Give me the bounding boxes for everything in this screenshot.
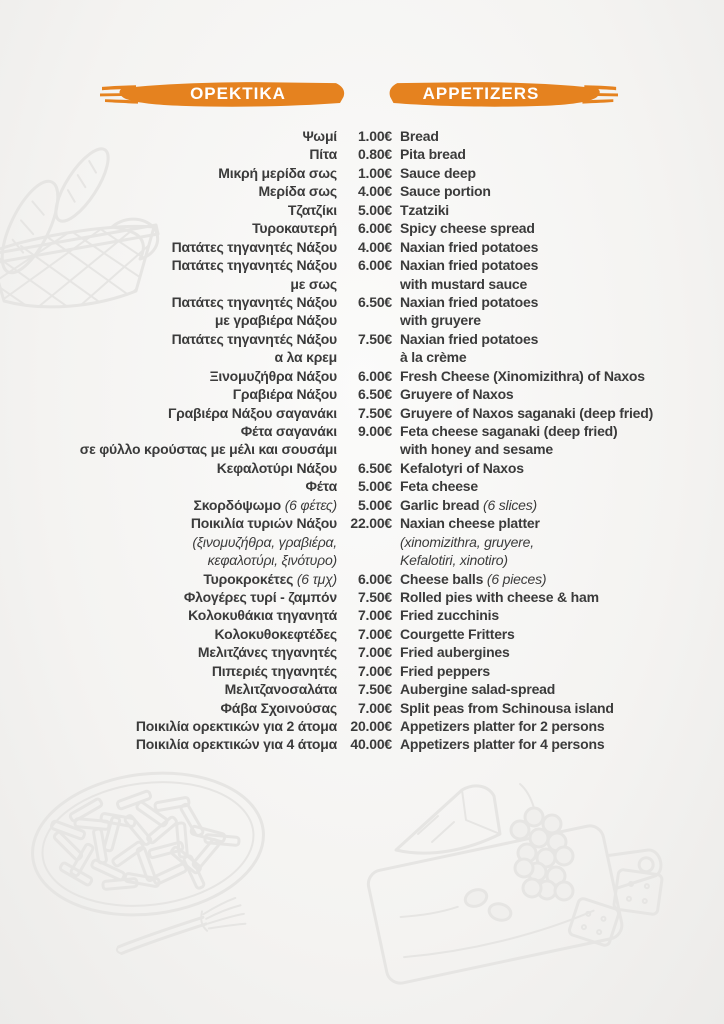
item-name-english: with mustard sauce bbox=[400, 275, 528, 292]
item-price: 6.00€ bbox=[357, 220, 392, 237]
menu-row bbox=[0, 385, 724, 403]
item-name-english: Naxian fried potatoes bbox=[400, 293, 539, 310]
item-price: 1.00€ bbox=[357, 128, 392, 144]
menu-row bbox=[0, 662, 724, 680]
item-name-english: with honey and sesame bbox=[400, 441, 553, 458]
item-price: 6.00€ bbox=[357, 570, 392, 587]
item-name-english: Spicy cheese spread bbox=[400, 220, 535, 237]
item-name-greek: Πατάτες τηγανητές Νάξου bbox=[171, 330, 337, 347]
item-name-greek: Πιπεριές τηγανητές bbox=[211, 662, 337, 679]
item-name-english: Fried peppers bbox=[400, 662, 490, 679]
menu-row bbox=[0, 477, 724, 495]
item-price: 7.50€ bbox=[357, 330, 392, 347]
menu-row bbox=[0, 422, 724, 440]
menu-row bbox=[0, 496, 724, 514]
item-name-english: Aubergine salad-spread bbox=[400, 681, 556, 698]
cheese-wedge bbox=[396, 786, 500, 853]
item-name-greek: Τζατζίκι bbox=[287, 201, 337, 218]
item-name-greek: Τυροκροκέτες (6 τμχ) bbox=[203, 570, 337, 587]
item-name-greek: Φέτα bbox=[305, 478, 337, 495]
menu-row bbox=[0, 256, 724, 274]
item-name-greek: Φάβα Σχοινούσας bbox=[220, 699, 337, 716]
item-name-greek: Μερίδα σως bbox=[258, 183, 337, 200]
item-name-greek: Ποικιλία τυριών Νάξου bbox=[190, 515, 337, 532]
item-name-english: Appetizers platter for 4 persons bbox=[400, 736, 605, 753]
item-name-greek: (ξινομυζήθρα, γραβιέρα, bbox=[192, 533, 337, 550]
item-name-english: Fried aubergines bbox=[400, 644, 510, 661]
item-price bbox=[337, 533, 392, 551]
item-price: 5.00€ bbox=[357, 478, 392, 495]
item-name-english: Bread bbox=[400, 128, 439, 144]
item-price: 9.00€ bbox=[357, 423, 392, 439]
item-name-greek: Ξινομυζήθρα Νάξου bbox=[209, 367, 337, 384]
item-name-english: Pita bread bbox=[400, 146, 466, 163]
item-price: 7.50€ bbox=[357, 404, 392, 421]
menu-row bbox=[0, 459, 724, 477]
item-price: 6.00€ bbox=[357, 367, 392, 384]
item-name-english: Rolled pies with cheese & ham bbox=[400, 588, 599, 605]
item-price: 40.00€ bbox=[350, 736, 392, 753]
menu-row bbox=[0, 680, 724, 698]
item-price bbox=[337, 440, 392, 458]
item-name-greek: με σως bbox=[290, 275, 337, 292]
item-price: 5.00€ bbox=[357, 496, 392, 513]
item-price: 1.00€ bbox=[357, 164, 392, 181]
item-name-greek: Πατάτες τηγανητές Νάξου bbox=[171, 293, 337, 310]
menu-row bbox=[0, 367, 724, 385]
item-price: 6.50€ bbox=[357, 293, 392, 310]
item-price: 5.00€ bbox=[357, 201, 392, 218]
olives bbox=[463, 887, 513, 923]
greek-section-title: ΟΡΕΚΤΙΚΑ bbox=[190, 84, 286, 103]
menu-row bbox=[0, 164, 724, 182]
item-name-greek: Ποικιλία ορεκτικών για 4 άτομα bbox=[135, 736, 337, 753]
grapes bbox=[511, 784, 573, 900]
menu-row bbox=[0, 514, 724, 532]
menu-row bbox=[0, 127, 724, 145]
item-price: 7.00€ bbox=[357, 662, 392, 679]
menu-row bbox=[0, 275, 724, 293]
item-price: 7.00€ bbox=[357, 625, 392, 642]
item-price: 7.00€ bbox=[357, 607, 392, 624]
menu-row bbox=[0, 348, 724, 366]
item-name-greek: Σκορδόψωμο (6 φέτες) bbox=[193, 496, 337, 513]
item-name-english: Garlic bread (6 slices) bbox=[400, 496, 538, 513]
item-name-english: Appetizers platter for 2 persons bbox=[400, 718, 605, 734]
item-price: 4.00€ bbox=[357, 183, 392, 200]
menu-row bbox=[0, 643, 724, 661]
item-price: 7.50€ bbox=[357, 588, 392, 605]
item-name-english: à la crème bbox=[400, 349, 467, 366]
item-name-english: Sauce deep bbox=[400, 164, 476, 181]
item-name-english: Sauce portion bbox=[400, 183, 491, 200]
item-price: 7.00€ bbox=[357, 644, 392, 661]
menu-row bbox=[0, 717, 724, 735]
menu-row bbox=[0, 699, 724, 717]
item-name-greek: Πίτα bbox=[309, 146, 337, 163]
item-name-english: Feta cheese saganaki (deep fried) bbox=[400, 423, 618, 439]
crackers bbox=[568, 869, 662, 946]
menu-row bbox=[0, 201, 724, 219]
menu-row bbox=[0, 551, 724, 569]
item-name-greek: Μικρή μερίδα σως bbox=[218, 164, 337, 181]
item-name-english: Tzatziki bbox=[400, 201, 449, 218]
item-price: 6.00€ bbox=[357, 257, 392, 274]
item-name-greek: Κεφαλοτύρι Νάξου bbox=[216, 459, 337, 476]
menu-row bbox=[0, 404, 724, 422]
menu-row bbox=[0, 606, 724, 624]
cheese-board-sketch bbox=[348, 772, 690, 994]
item-name-greek: Κολοκυθάκια τηγανητά bbox=[188, 607, 337, 624]
item-name-greek: Ποικιλία ορεκτικών για 2 άτομα bbox=[135, 718, 337, 734]
greek-section-brush bbox=[100, 76, 348, 112]
item-price bbox=[337, 348, 392, 366]
item-name-english: Naxian fried potatoes bbox=[400, 257, 539, 274]
menu-row bbox=[0, 145, 724, 163]
menu-row bbox=[0, 440, 724, 458]
item-name-english: Split peas from Schinousa island bbox=[400, 699, 614, 716]
item-name-english: Courgette Fritters bbox=[400, 625, 515, 642]
item-name-greek: Φλογέρες τυρί - ζαμπόν bbox=[183, 588, 337, 605]
item-name-english: Cheese balls (6 pieces) bbox=[400, 570, 547, 587]
item-name-english: with gruyere bbox=[400, 312, 481, 329]
item-name-english: Naxian fried potatoes bbox=[400, 330, 539, 347]
menu-row bbox=[0, 238, 724, 256]
menu-row bbox=[0, 219, 724, 237]
item-name-english: Naxian fried potatoes bbox=[400, 238, 539, 255]
item-price: 6.50€ bbox=[357, 386, 392, 403]
fork-sketch bbox=[112, 897, 247, 954]
item-price: 4.00€ bbox=[357, 238, 392, 255]
menu-list bbox=[0, 127, 724, 754]
item-name-greek: Γραβιέρα Νάξου σαγανάκι bbox=[167, 404, 337, 421]
item-price: 22.00€ bbox=[350, 515, 392, 532]
item-price: 6.50€ bbox=[357, 459, 392, 476]
menu-row bbox=[0, 311, 724, 329]
item-name-greek: κεφαλοτύρι, ξινότυρο) bbox=[207, 552, 337, 569]
item-name-english: Fried zucchinis bbox=[400, 607, 499, 624]
item-price bbox=[337, 551, 392, 569]
item-name-greek: Τυροκαυτερή bbox=[252, 220, 337, 237]
item-name-english: Naxian cheese platter bbox=[400, 515, 540, 532]
menu-row bbox=[0, 533, 724, 551]
item-price: 7.50€ bbox=[357, 681, 392, 698]
item-name-greek: Γραβιέρα Νάξου bbox=[232, 386, 337, 403]
item-name-greek: α λα κρεμ bbox=[274, 349, 337, 366]
item-name-english: Gruyere of Naxos bbox=[400, 386, 514, 403]
item-price: 0.80€ bbox=[357, 146, 392, 163]
item-name-greek: Ψωμί bbox=[302, 128, 337, 144]
item-name-greek: Πατάτες τηγανητές Νάξου bbox=[171, 257, 337, 274]
menu-row bbox=[0, 588, 724, 606]
item-name-english: (xinomizithra, gruyere, bbox=[400, 533, 534, 550]
menu-row bbox=[0, 182, 724, 200]
item-price bbox=[337, 275, 392, 293]
menu-row bbox=[0, 570, 724, 588]
item-name-greek: Πατάτες τηγανητές Νάξου bbox=[171, 238, 337, 255]
item-name-greek: Μελιτζανοσαλάτα bbox=[224, 681, 337, 698]
fries-plate-sketch bbox=[18, 758, 308, 968]
item-price: 20.00€ bbox=[350, 718, 392, 734]
fries-group bbox=[51, 790, 240, 889]
item-price bbox=[337, 311, 392, 329]
item-name-english: Gruyere of Naxos saganaki (deep fried) bbox=[400, 404, 654, 421]
item-name-english: Kefalotiri, xinotiro) bbox=[400, 552, 508, 569]
item-name-english: Fresh Cheese (Xinomizithra) of Naxos bbox=[400, 367, 645, 384]
item-name-english: Feta cheese bbox=[400, 478, 478, 495]
item-name-greek: με γραβιέρα Νάξου bbox=[214, 312, 337, 329]
item-name-greek: Κολοκυθοκεφτέδες bbox=[214, 625, 337, 642]
menu-row bbox=[0, 625, 724, 643]
menu-row bbox=[0, 330, 724, 348]
english-section-title: APPETIZERS bbox=[422, 84, 540, 103]
item-name-english: Kefalotyri of Naxos bbox=[400, 459, 524, 476]
item-name-greek: Φέτα σαγανάκι bbox=[240, 423, 337, 439]
menu-row bbox=[0, 735, 724, 753]
item-price: 7.00€ bbox=[357, 699, 392, 716]
menu-row bbox=[0, 293, 724, 311]
item-name-greek: Μελιτζάνες τηγανητές bbox=[197, 644, 337, 661]
item-name-greek: σε φύλλο κρούστας με μέλι και σουσάμι bbox=[79, 441, 337, 458]
section-header bbox=[0, 76, 724, 112]
english-section-brush bbox=[386, 76, 618, 112]
